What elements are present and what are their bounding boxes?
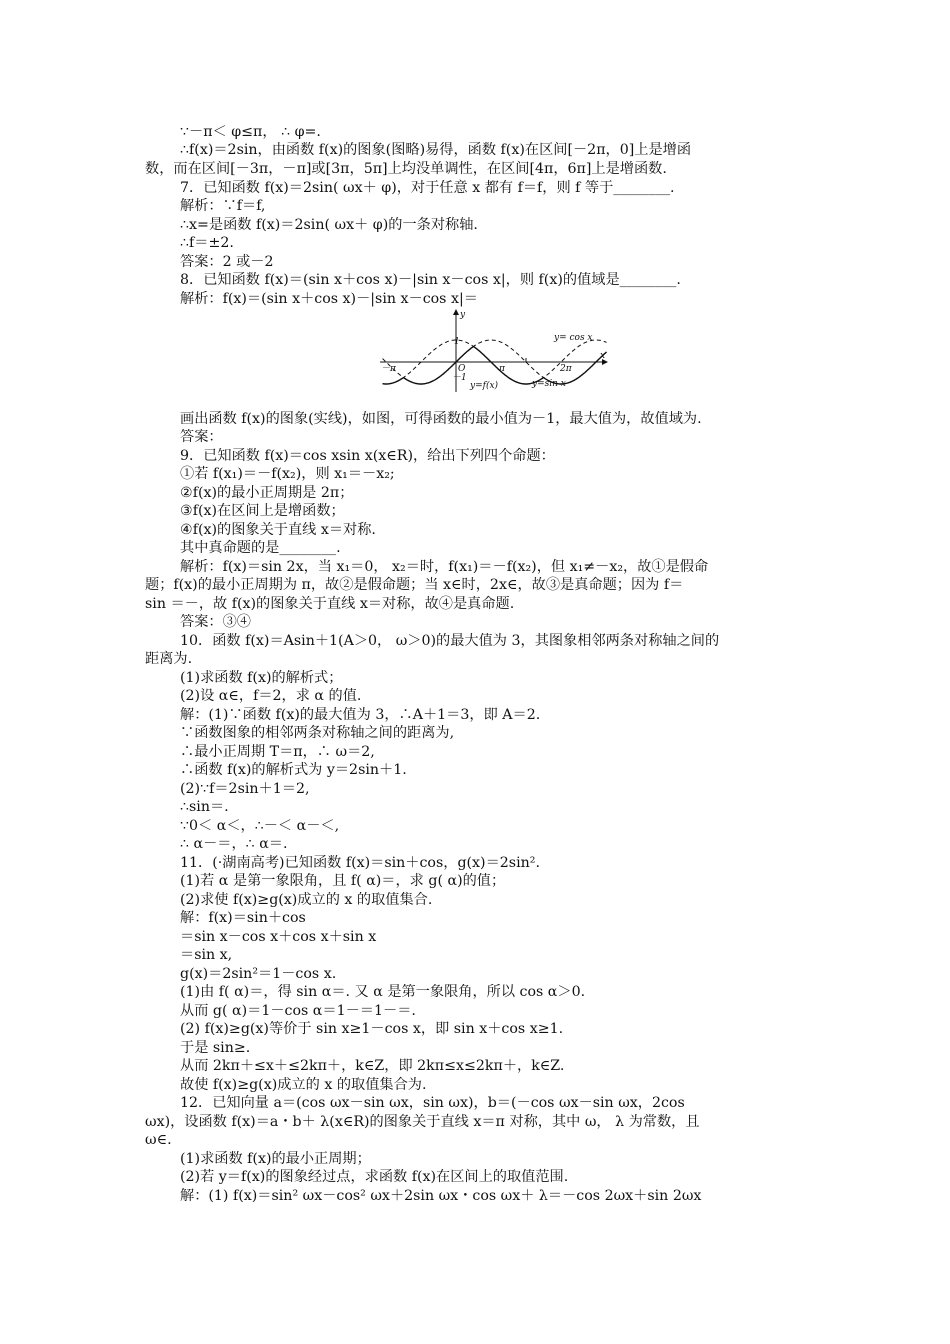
text-line: ∴x=是函数 f(x)＝2sin( ωx＋ φ)的一条对称轴. (180, 217, 478, 233)
text-line: (2)若 y＝f(x)的图象经过点，求函数 f(x)在区间上的取值范围. (180, 1169, 569, 1185)
text-line: 解：(1)∵函数 f(x)的最大值为 3，∴A＋1＝3，即 A＝2. (180, 707, 541, 723)
text-line: (2)求使 f(x)≥g(x)成立的 x 的取值集合. (180, 892, 433, 908)
text-line: ωx)，设函数 f(x)＝a・b＋ λ(x∈R)的图象关于直线 x＝π 对称，其中 ω， λ 为常数，且 (145, 1114, 700, 1130)
proposition-4: ④f(x)的图象关于直线 x＝对称. (180, 522, 376, 538)
one-label: 1 (454, 337, 460, 347)
text-line: 从而 2kπ＋≤x＋≤2kπ＋，k∈Z，即 2kπ≤x≤2kπ＋，k∈Z. (180, 1058, 565, 1074)
text-line: (1)若 α 是第一象限角，且 f( α)＝，求 g( α)的值； (180, 873, 506, 889)
text-line: ω∈. (145, 1132, 172, 1148)
answer-line: 答案：③④ (180, 614, 251, 630)
answer-line: 答案：2 或－2 (180, 254, 274, 270)
text-line: 距离为. (145, 651, 193, 667)
answer-line: 答案： (180, 429, 223, 445)
question-9: 9．已知函数 f(x)＝cos xsin x(x∈R)，给出下列四个命题： (180, 448, 555, 464)
sin-label: y=sin x (532, 379, 566, 389)
f-curve (383, 347, 607, 384)
question-7: 7．已知函数 f(x)＝2sin( ωx＋ φ)，对于任意 x 都有 f＝f，则 f 等于________. (180, 180, 675, 196)
text-line: 画出函数 f(x)的图象(实线)，如图，可得函数的最小值为－1，最大值为，故值域为. (180, 411, 702, 427)
y-axis-label: y (460, 310, 466, 320)
text-line: ∴ α－＝，∴ α＝. (180, 836, 288, 852)
text-line: (1)求函数 f(x)的最小正周期； (180, 1151, 371, 1167)
text-line: 题；f(x)的最小正周期为 π，故②是假命题；当 x∈时，2x∈，故③是真命题；因为 f＝ (145, 577, 684, 593)
origin-label: O (458, 364, 466, 374)
neg-one-label: －1 (452, 373, 467, 383)
text-line: 解：(1) f(x)＝sin² ωx－cos² ωx＋2sin ωx・cos ωx＋ λ＝－cos 2ωx＋sin 2ωx (180, 1188, 702, 1204)
text-line: sin ＝－，故 f(x)的图象关于直线 x＝对称，故④是真命题. (145, 596, 515, 612)
text-line: 从而 g( α)＝1－cos α＝1－＝1－＝. (180, 1003, 416, 1019)
text-line: (2) f(x)≥g(x)等价于 sin x≥1－cos x，即 sin x＋cos x≥1. (180, 1021, 564, 1037)
question-10: 10．函数 f(x)＝Asin＋1(A＞0， ω＞0)的最大值为 3，其图象相邻两条对称轴之间的 (180, 633, 720, 649)
text-line: 数，而在区间[－3π，－π]或[3π，5π]上均没单调性，在区间[4π，6π]上是增函数. (145, 161, 667, 177)
proposition-1: ①若 f(x₁)＝－f(x₂)，则 x₁＝－x₂; (180, 466, 395, 482)
text-line: ∴函数 f(x)的解析式为 y＝2sin＋1. (180, 762, 407, 778)
text-line: ∵－π＜ φ≤π， ∴ φ=. (180, 124, 321, 140)
text-line: ＝sin x－cos x＋cos x＋sin x (180, 929, 377, 945)
text-line: ∴f(x)＝2sin，由函数 f(x)的图象(图略)易得，函数 f(x)在区间[－2π，0]上是增函 (180, 142, 692, 158)
text-line: ＝sin x, (180, 947, 233, 963)
text-line: ∵0＜ α＜，∴－＜ α－＜, (180, 818, 340, 834)
text-line: ∴sin＝. (180, 799, 229, 815)
proposition-2: ②f(x)的最小正周期是 2π； (180, 485, 354, 501)
text-line: ∴f＝±2. (180, 235, 234, 251)
two-pi-label: 2π (560, 364, 572, 374)
pi-label: π (499, 364, 505, 374)
text-line: 于是 sin≥. (180, 1040, 251, 1056)
cos-label: y= cos x (554, 333, 593, 343)
text-line: 其中真命题的是________. (180, 540, 341, 556)
question-11: 11．(·湖南高考)已知函数 f(x)＝sin＋cos，g(x)＝2sin². (180, 855, 540, 871)
text-line: 解：f(x)＝sin＋cos (180, 910, 306, 926)
f-label: y=f(x) (470, 381, 499, 391)
text-line: g(x)＝2sin²＝1－cos x. (180, 966, 337, 982)
text-line: (1)求函数 f(x)的解析式； (180, 670, 343, 686)
proposition-3: ③f(x)在区间上是增函数； (180, 503, 345, 519)
text-line: 解析：f(x)＝sin 2x，当 x₁＝0， x₂＝时，f(x₁)＝－f(x₂)，但 x₁≠－x₂，故①是假命 (180, 559, 709, 575)
neg-pi-label: －π (381, 364, 396, 374)
text-line: 故使 f(x)≥g(x)成立的 x 的取值集合为. (180, 1077, 427, 1093)
text-line: 解析：∵f＝f, (180, 198, 266, 214)
text-line: ∴最小正周期 T＝π，∴ ω＝2, (180, 744, 375, 760)
sin-cos-graph-figure (376, 306, 610, 394)
y-axis-arrow (453, 309, 459, 315)
question-8: 8．已知函数 f(x)＝(sin x＋cos x)－|sin x－cos x|，则 f(x)的值域是________. (180, 272, 681, 288)
text-line: (2)设 α∈，f＝2，求 α 的值. (180, 688, 362, 704)
x-axis-label: x (600, 351, 606, 361)
text-line: 解析：f(x)＝(sin x＋cos x)－|sin x－cos x|＝ (180, 291, 478, 307)
text-line: (1)由 f( α)＝，得 sin α＝. 又 α 是第一象限角，所以 cos α＞0. (180, 984, 586, 1000)
text-line: ∵函数图象的相邻两条对称轴之间的距离为, (180, 725, 455, 741)
question-12: 12．已知向量 a＝(cos ωx－sin ωx，sin ωx)，b＝(－cos ωx－sin ωx，2cos (180, 1095, 685, 1111)
text-line: (2)∵f＝2sin＋1＝2, (180, 781, 310, 797)
